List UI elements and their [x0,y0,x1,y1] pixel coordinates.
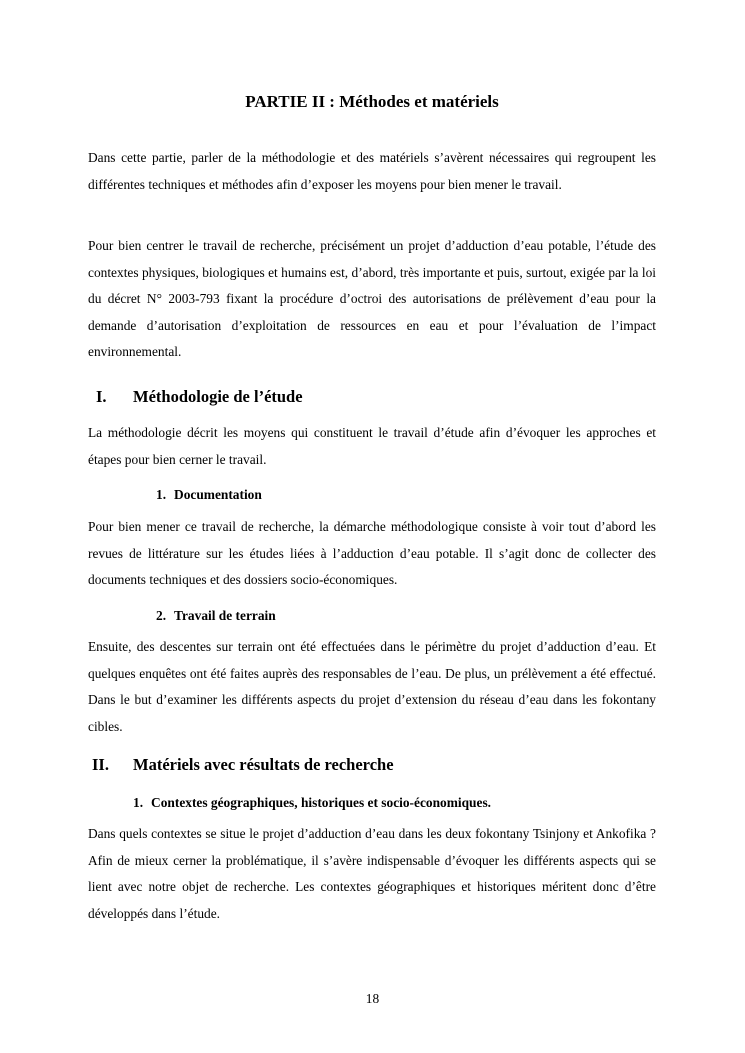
subsection-1-1-heading [156,485,262,505]
subsection-1-1-title: Documentation [174,487,262,502]
subsection-2-1-title: Contextes géographiques, historiques et socio-économiques. [151,795,492,810]
section-2-heading [88,754,394,776]
subsection-1-2-heading [156,606,276,626]
page-title: PARTIE II : Méthodes et matériels [245,92,499,111]
subsection-1-2-title: Travail de terrain [174,608,276,623]
section-2-number: II. [92,755,109,774]
subsection-1-2-paragraph: Ensuite, des descentes sur terrain ont été effectuées dans le périmètre du projet d’adduction d’eau. Et quelques enquêtes ont été faites auprès des responsables de l’eau. De plus, un prélèvement a été effectué. Dans le but d’examiner les différents aspects du projet d’extension du réseau d’eau dans les fokontany cibles. [88,639,656,734]
subsection-1-2-number: 2. [156,608,167,623]
page-number: 18 [365,991,380,1006]
subsection-2-1-heading [133,793,491,813]
section-1-title: Méthodologie de l’étude [133,387,303,406]
subsection-2-1-number: 1. [133,795,144,810]
subsection-1-1-paragraph: Pour bien mener ce travail de recherche, la démarche méthodologique consiste à voir tout d’abord les revues de littérature sur les études liées à l’adduction d’eau potable. Il s’agit donc de collecter des documents techniques et des dossiers socio-économiques. [88,519,656,587]
intro-paragraph-2: Pour bien centrer le travail de recherche, précisément un projet d’adduction d’eau potable, l’étude des contextes physiques, biologiques et humains est, d’abord, très importante et puis, surtout, exigée par la loi du décret N° 2003-793 fixant la procédure d’octroi des autorisations de prélèvement d’eau pour la demande d’autorisation d’exploitation de ressources en eau et pour l’évaluation de l’impact environnemental. [88,238,656,359]
section-1-heading [88,386,303,408]
section-2-title: Matériels avec résultats de recherche [133,755,394,774]
subsection-2-1-paragraph: Dans quels contextes se situe le projet d’adduction d’eau dans les deux fokontany Tsinjony et Ankofika ? Afin de mieux cerner la problématique, il s’avère indispensable d’évoquer les différents aspects qui se lient avec notre objet de recherche. Les contextes géographiques et historiques méritent donc d’être développés dans l’étude. [88,826,656,921]
section-1-paragraph: La méthodologie décrit les moyens qui constituent le travail d’étude afin d’évoquer les approches et étapes pour bien cerner le travail. [88,425,656,467]
subsection-1-1-number: 1. [156,487,167,502]
section-1-number: I. [96,387,107,406]
intro-paragraph-1: Dans cette partie, parler de la méthodologie et des matériels s’avèrent nécessaires qui regroupent les différentes techniques et méthodes afin d’exposer les moyens pour bien mener le travail. [88,150,656,192]
